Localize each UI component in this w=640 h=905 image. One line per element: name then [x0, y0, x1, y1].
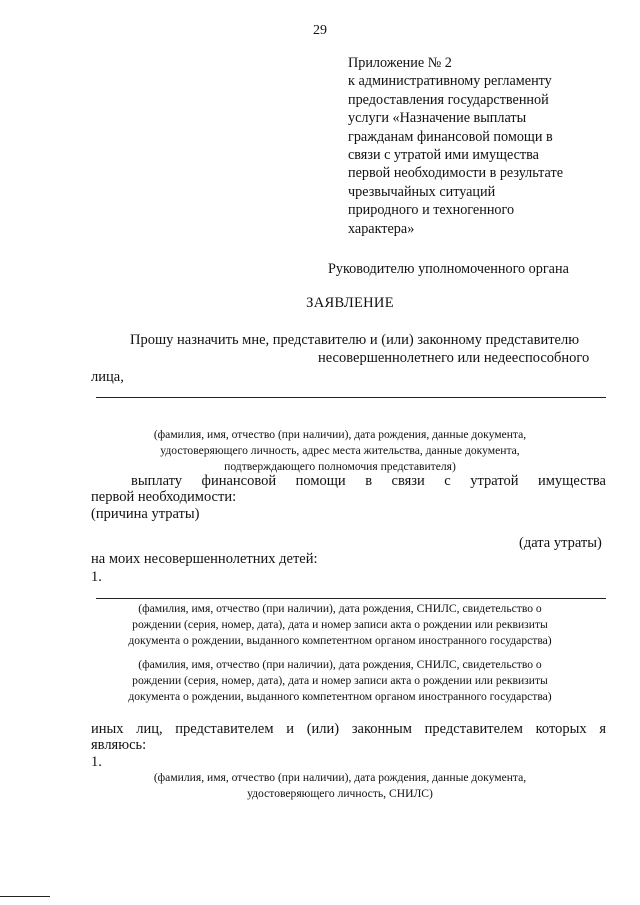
note-line: (фамилия, имя, отчество (при наличии), дата рождения, СНИЛС, свидетельство о: [138, 658, 542, 671]
document-title: ЗАЯВЛЕНИЕ: [306, 295, 394, 311]
others-note: [60, 770, 620, 802]
note-line: удостоверяющего личность, адрес места жительства, данные документа,: [160, 444, 520, 457]
appendix-line: услуги «Назначение выплаты: [348, 110, 527, 127]
child-fill-line: [96, 598, 606, 599]
appendix-line: Приложение № 2: [348, 55, 452, 71]
children-heading: на моих несовершеннолетних детей:: [91, 551, 318, 567]
appendix-block: [348, 54, 608, 238]
appendix-line: к административному регламенту: [348, 73, 552, 90]
page-number: 29: [313, 23, 327, 38]
note-line: (фамилия, имя, отчество (при наличии), дата рождения, СНИЛС, свидетельство о: [138, 602, 542, 615]
note-line: документа о рождении, выданного компетентном органом иностранного государства): [128, 690, 552, 703]
appendix-line: предоставления государственной: [348, 91, 549, 108]
loss-date-label: (дата утраты): [519, 535, 602, 551]
others-line-2: являюсь:: [91, 737, 147, 753]
appendix-line: характера»: [348, 220, 415, 237]
payment-line-2: первой необходимости:: [91, 489, 237, 505]
others-line-1: иных лиц, представителем и (или) законным представителем которых я: [91, 721, 606, 737]
child-note-2: [60, 657, 620, 705]
payment-line-1: выплату финансовой помощи в связи с утратой имущества: [131, 473, 606, 489]
children-item-number: 1.: [91, 569, 102, 585]
note-line: (фамилия, имя, отчество (при наличии), дата рождения, данные документа,: [153, 771, 527, 784]
request-line-2: несовершеннолетнего или недееспособного: [318, 350, 590, 366]
request-line-3: лица,: [91, 369, 124, 385]
addressee: Руководителю уполномоченного органа: [328, 261, 569, 277]
footnote-separator: [0, 896, 50, 897]
note-line: рождении (серия, номер, дата), дата и номер записи акта о рождении или реквизиты: [132, 674, 548, 687]
child-note-1: [60, 601, 620, 649]
request-line-1: Прошу назначить мне, представителю и (или) законному представителю: [130, 332, 580, 348]
appendix-line: природного и техногенного: [348, 202, 515, 219]
note-line: (фамилия, имя, отчество (при наличии), дата рождения, данные документа,: [153, 428, 527, 441]
applicant-note: [60, 427, 620, 475]
note-line: рождении (серия, номер, дата), дата и номер записи акта о рождении или реквизиты: [132, 618, 548, 631]
appendix-line: первой необходимости в результате: [348, 165, 563, 182]
others-item-number: 1.: [91, 754, 102, 770]
applicant-fill-line: [96, 397, 606, 398]
appendix-line: чрезвычайных ситуаций: [348, 183, 496, 200]
appendix-line: гражданам финансовой помощи в: [348, 128, 553, 145]
note-line: подтверждающего полномочия представителя): [224, 460, 456, 473]
appendix-line: связи с утратой ими имущества: [348, 147, 539, 164]
note-line: удостоверяющего личность, СНИЛС): [247, 787, 433, 800]
note-line: документа о рождении, выданного компетентном органом иностранного государства): [128, 634, 552, 647]
loss-reason-label: (причина утраты): [91, 506, 200, 522]
